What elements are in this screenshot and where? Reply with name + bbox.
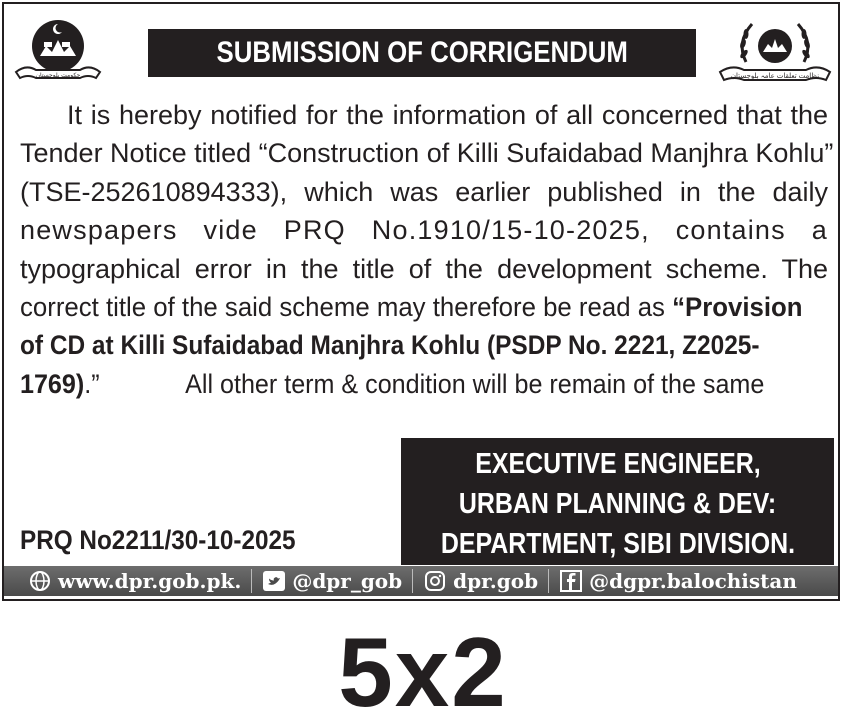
notice-line: (TSE-252610894333), which was earlier published in the daily	[20, 176, 828, 207]
prq-number	[20, 525, 326, 556]
footer-instagram-text: dpr.gob	[453, 569, 539, 593]
notice-line-bold: 1769)	[20, 368, 85, 399]
signature-block	[401, 438, 834, 565]
footer-facebook[interactable]	[559, 569, 797, 593]
notice-line	[20, 326, 828, 364]
notice-line-regular: correct title of the said scheme may therefore be read as	[20, 291, 673, 322]
footer-facebook-text: @dgpr.balochistan	[589, 569, 797, 593]
balochistan-emblem-left	[12, 12, 104, 88]
notice-closing-remark: All other term & condition will be remain of the same	[185, 368, 765, 399]
notice-line	[20, 288, 828, 326]
notice-title-banner	[148, 29, 696, 77]
svg-text:حکومت بلوچستان: حکومت بلوچستان	[35, 73, 81, 79]
facebook-icon	[559, 570, 583, 592]
signature-line: URBAN PLANNING & DEV:	[458, 488, 777, 520]
footer-instagram[interactable]	[423, 569, 538, 593]
notice-line: Tender Notice titled “Construction of Killi Sufaidabad Manjhra Kohlu”	[20, 138, 834, 169]
notice-line-regular: .”	[84, 368, 100, 399]
footer-twitter[interactable]	[262, 569, 402, 593]
notice-title: SUBMISSION OF CORRIGENDUM	[216, 36, 628, 69]
prq-number-text: PRQ No2211/30-10-2025	[20, 525, 296, 555]
footer-website-text: www.dpr.gob.pk.	[58, 569, 242, 593]
footer-twitter-text: @dpr_gob	[292, 569, 403, 593]
notice-body	[20, 96, 834, 403]
signature-line: DEPARTMENT, SIBI DIVISION.	[440, 528, 795, 560]
footer-bar	[4, 566, 838, 596]
footer-website[interactable]	[28, 569, 241, 593]
globe-icon	[28, 570, 52, 592]
twitter-icon	[262, 570, 286, 592]
notice-line: typographical error in the title of the development scheme. The	[20, 253, 828, 284]
notice-line-bold: of CD at Killi Sufaidabad Manjhra Kohlu (PSDP No. 2221, Z2025-	[20, 330, 760, 361]
notice-line: newspapers vide PRQ No.1910/15-10-2025, contains a	[20, 215, 828, 246]
notice-line: It is hereby notified for the information of all concerned that the	[67, 100, 828, 130]
svg-text:نظامت تعلقات عامہ بلوچستان: نظامت تعلقات عامہ بلوچستان	[730, 73, 820, 80]
instagram-icon	[423, 570, 447, 592]
footer-divider	[412, 569, 413, 593]
footer-divider	[251, 569, 252, 593]
dgpr-emblem-right	[716, 10, 834, 90]
signature-line: EXECUTIVE ENGINEER,	[474, 448, 761, 480]
notice-line	[20, 365, 828, 403]
ad-size-label: 5x2	[338, 617, 508, 727]
notice-line-bold: “Provision	[672, 291, 803, 322]
footer-divider	[548, 569, 549, 593]
